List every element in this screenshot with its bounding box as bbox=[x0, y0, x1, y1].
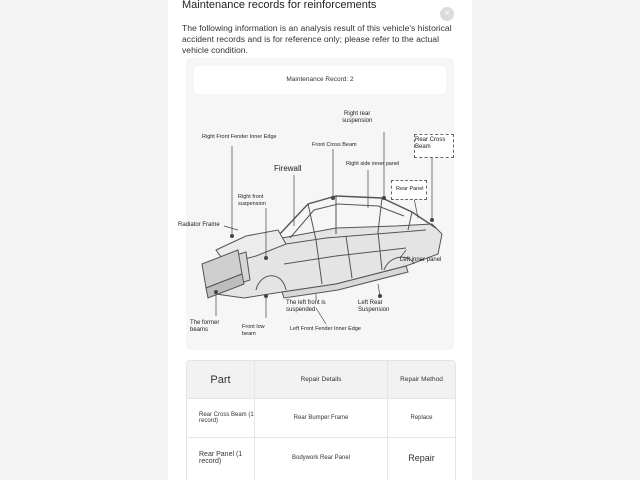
label-left-front-fender-inner-edge: Left Front Fender Inner Edge bbox=[290, 326, 361, 332]
label-right-side-inner-panel: Right side inner panel bbox=[346, 161, 400, 167]
maintenance-record-count: Maintenance Record: 2 bbox=[194, 66, 446, 94]
label-radiator-frame: Radiator Frame bbox=[178, 222, 220, 228]
close-icon[interactable]: × bbox=[440, 7, 454, 21]
label-former-beams: The former beams bbox=[190, 320, 220, 333]
row1-part: Rear Cross Beam (1 record) bbox=[199, 412, 254, 424]
header-part: Part bbox=[187, 361, 254, 398]
repair-table bbox=[186, 360, 456, 480]
row2-method: Repair bbox=[408, 453, 435, 463]
label-front-cross-beam: Front Cross Beam bbox=[312, 142, 357, 148]
label-right-front-fender-inner-edge: Right Front Fender Inner Edge bbox=[202, 134, 277, 140]
label-rear-cross-beam: Rear Cross Beam bbox=[415, 137, 446, 150]
label-left-rear-suspension: Left Rear Suspension bbox=[358, 300, 390, 313]
header-repair-details: Repair Details bbox=[255, 361, 387, 398]
disclaimer-text: The following information is an analysis result of this vehicle's historical accident records and is for reference only; please refer to the actual vehicle condition. bbox=[182, 23, 452, 55]
row2-part: Rear Panel (1 record) bbox=[199, 451, 243, 465]
label-left-front-suspended: The left front is suspended bbox=[286, 300, 326, 313]
label-right-rear-suspension: Right rear suspension bbox=[342, 111, 373, 124]
row2-details: Bodywork Rear Panel bbox=[291, 455, 351, 461]
label-rear-panel: Rear Panel bbox=[396, 186, 424, 192]
right-gutter bbox=[472, 0, 640, 480]
car-diagram-card bbox=[178, 58, 454, 350]
left-gutter bbox=[0, 0, 168, 480]
maintenance-panel bbox=[168, 0, 472, 480]
row1-details: Rear Bumper Frame bbox=[293, 415, 349, 421]
row1-method: Replace bbox=[410, 415, 433, 421]
panel-title: Maintenance records for reinforcements bbox=[182, 0, 377, 11]
header-repair-method: Repair Method bbox=[388, 361, 455, 398]
label-right-front-suspension: Right front suspension bbox=[238, 194, 266, 207]
label-firewall: Firewall bbox=[274, 164, 302, 173]
label-front-beam: Front low beam bbox=[242, 324, 265, 337]
label-left-inner-panel: Left inner panel bbox=[400, 257, 442, 263]
